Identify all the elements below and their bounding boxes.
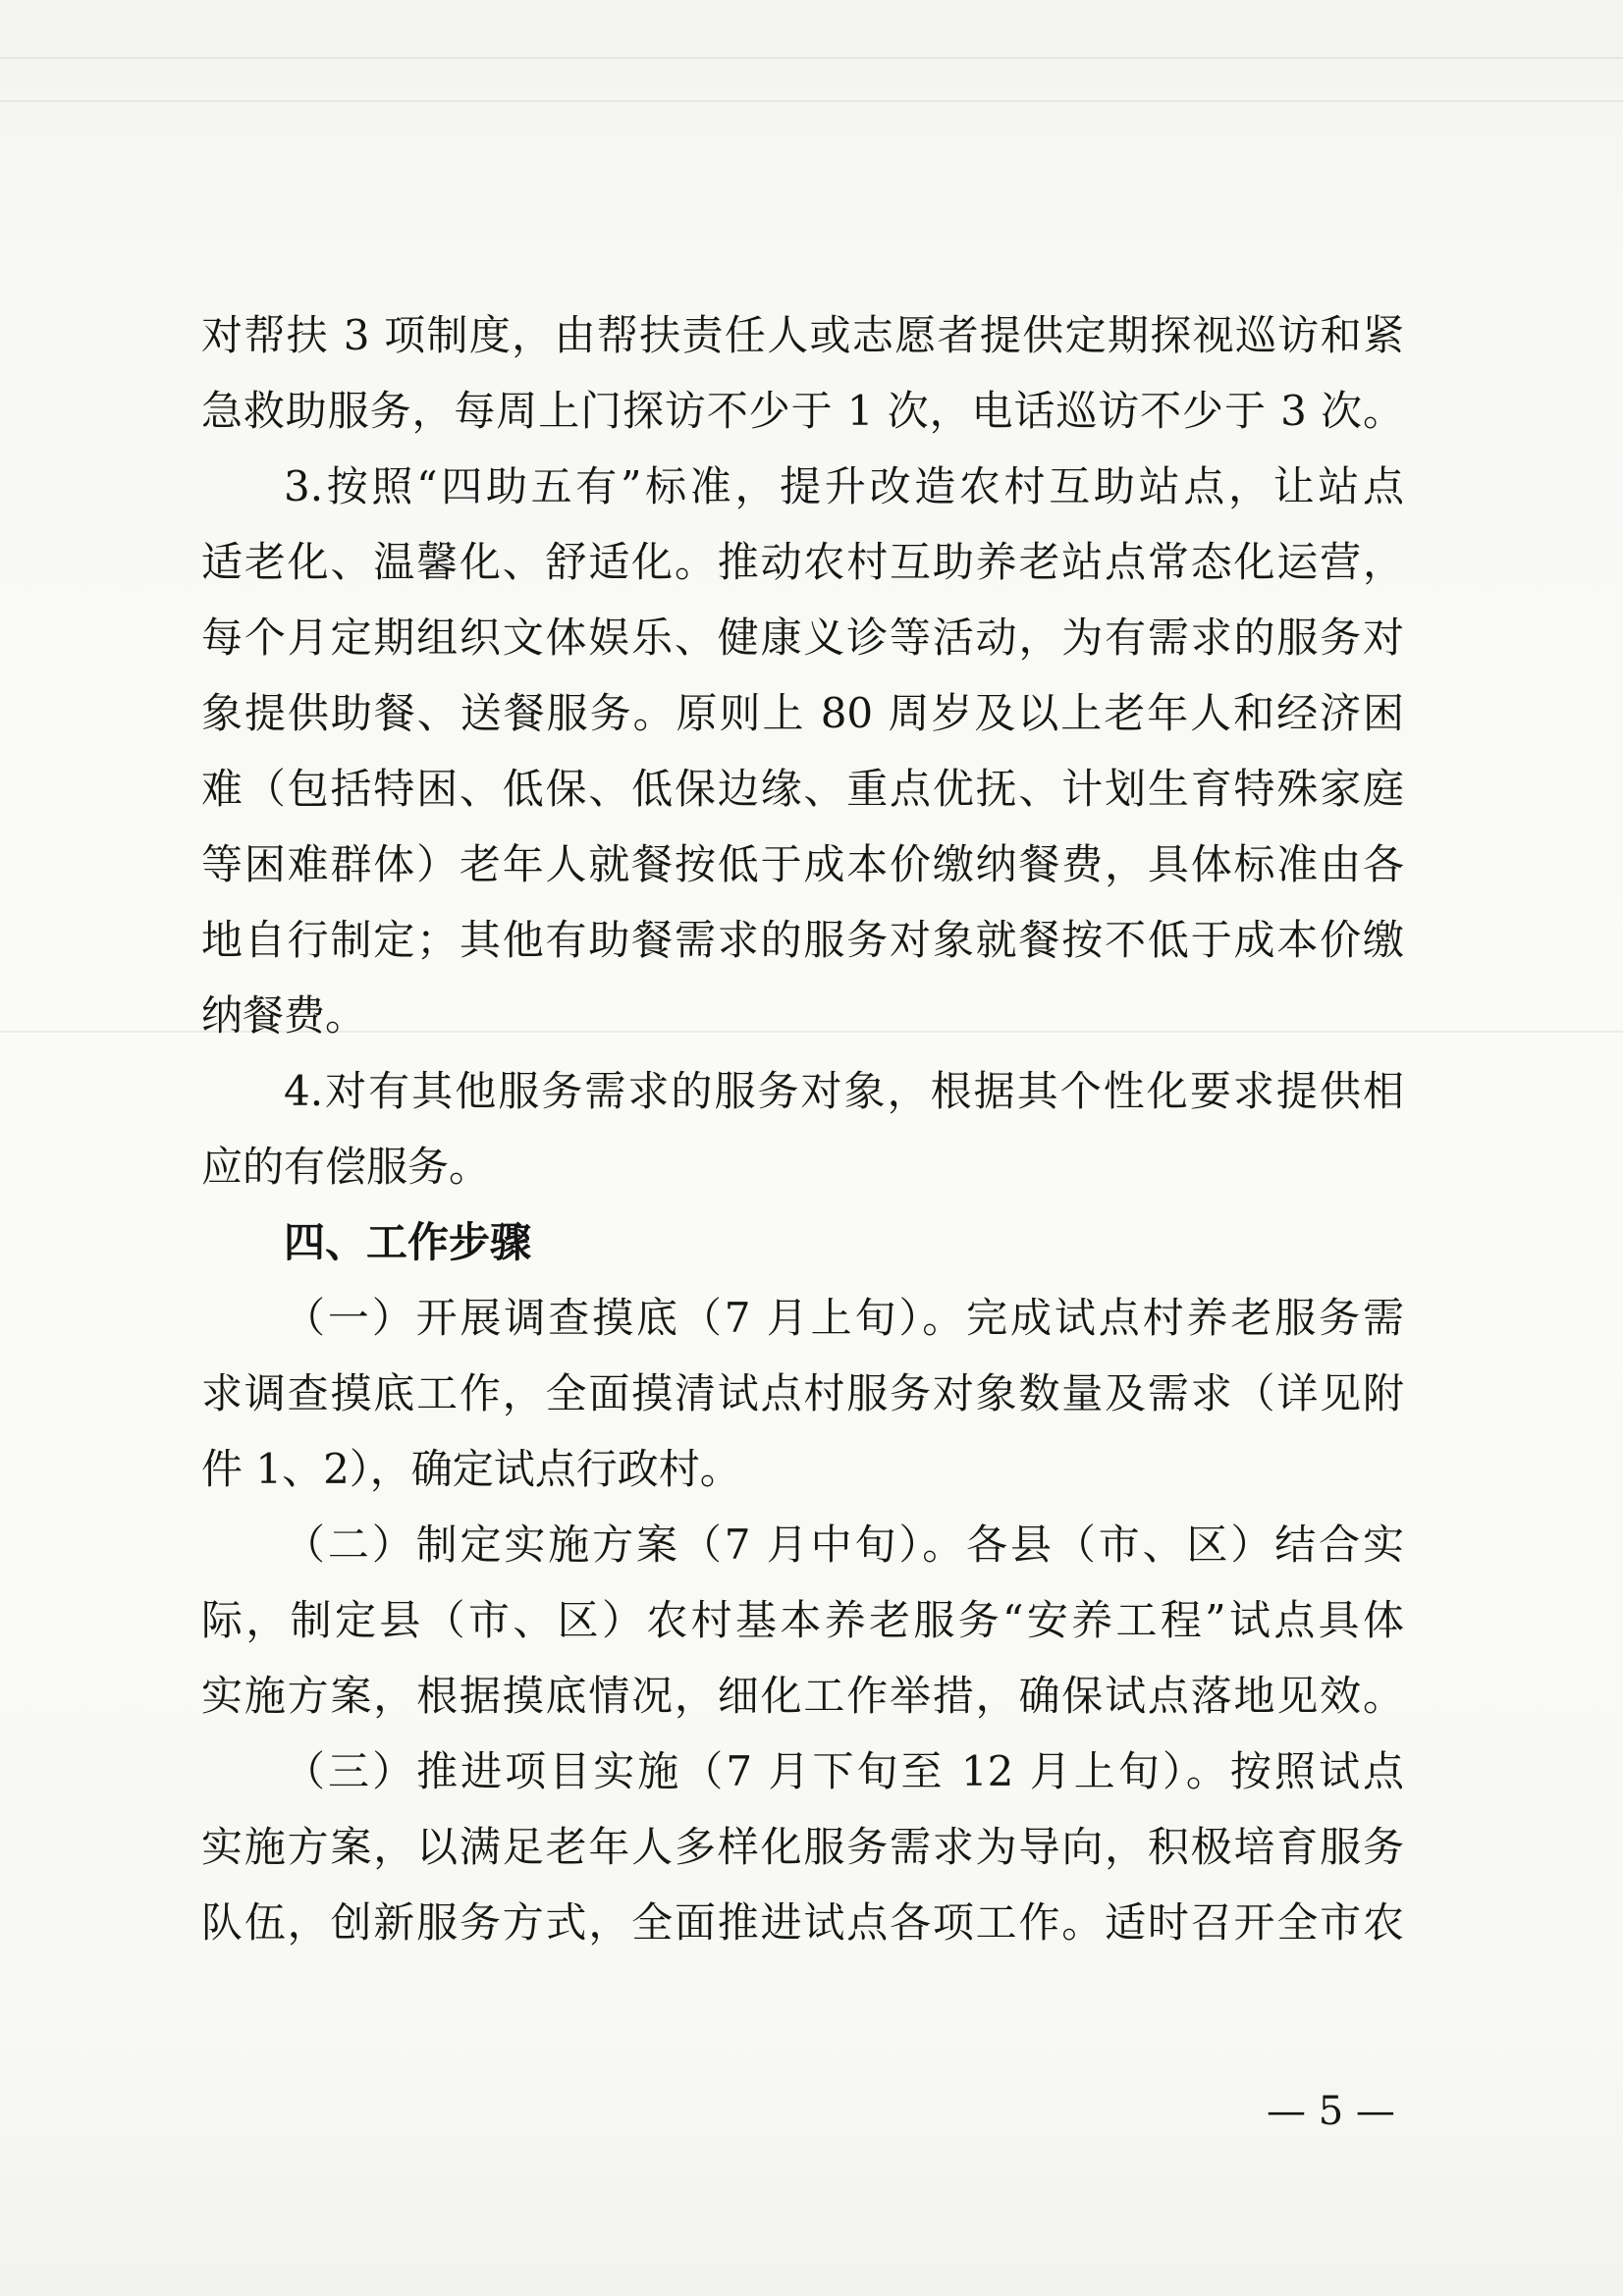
- body-line: 等困难群体）老年人就餐按低于成本价缴纳餐费，具体标准由各: [201, 840, 1404, 888]
- body-line: 际，制定县（市、区）农村基本养老服务“安养工程”试点具体: [201, 1596, 1404, 1644]
- section-heading: 四、工作步骤: [284, 1218, 532, 1266]
- body-line: 急救助服务，每周上门探访不少于 1 次，电话巡访不少于 3 次。: [201, 387, 1404, 435]
- body-line: 对帮扶 3 项制度，由帮扶责任人或志愿者提供定期探视巡访和紧: [201, 311, 1404, 359]
- body-line: 实施方案，根据摸底情况，细化工作举措，确保试点落地见效。: [201, 1672, 1404, 1720]
- body-line: 实施方案，以满足老年人多样化服务需求为导向，积极培育服务: [201, 1823, 1404, 1871]
- body-line: 4.对有其他服务需求的服务对象，根据其个性化要求提供相: [284, 1067, 1404, 1115]
- body-line: 求调查摸底工作，全面摸清试点村服务对象数量及需求（详见附: [201, 1369, 1404, 1417]
- body-line: （二）制定实施方案（7 月中旬）。各县（市、区）结合实: [284, 1521, 1404, 1569]
- document-body: [201, 297, 1404, 1960]
- body-line: 队伍，创新服务方式，全面推进试点各项工作。适时召开全市农: [201, 1898, 1404, 1947]
- scan-artifact-line: [0, 100, 1623, 102]
- body-line: 每个月定期组织文体娱乐、健康义诊等活动，为有需求的服务对: [201, 614, 1404, 662]
- scan-artifact-line: [0, 57, 1623, 59]
- body-line: 3.按照“四助五有”标准，提升改造农村互助站点，让站点: [284, 462, 1404, 510]
- page-number: — 5 —: [1267, 2089, 1395, 2134]
- body-line: 应的有偿服务。: [201, 1143, 491, 1191]
- body-line: （三）推进项目实施（7 月下旬至 12 月上旬）。按照试点: [284, 1747, 1404, 1795]
- body-line: 象提供助餐、送餐服务。原则上 80 周岁及以上老年人和经济困: [201, 689, 1404, 737]
- body-line: 件 1、2），确定试点行政村。: [201, 1445, 741, 1493]
- body-line: 地自行制定；其他有助餐需求的服务对象就餐按不低于成本价缴: [201, 916, 1404, 964]
- body-line: 适老化、温馨化、舒适化。推动农村互助养老站点常态化运营，: [201, 538, 1404, 586]
- body-line: （一）开展调查摸底（7 月上旬）。完成试点村养老服务需: [284, 1294, 1404, 1342]
- body-line: 纳餐费。: [201, 991, 367, 1040]
- body-line: 难（包括特困、低保、低保边缘、重点优抚、计划生育特殊家庭: [201, 765, 1404, 813]
